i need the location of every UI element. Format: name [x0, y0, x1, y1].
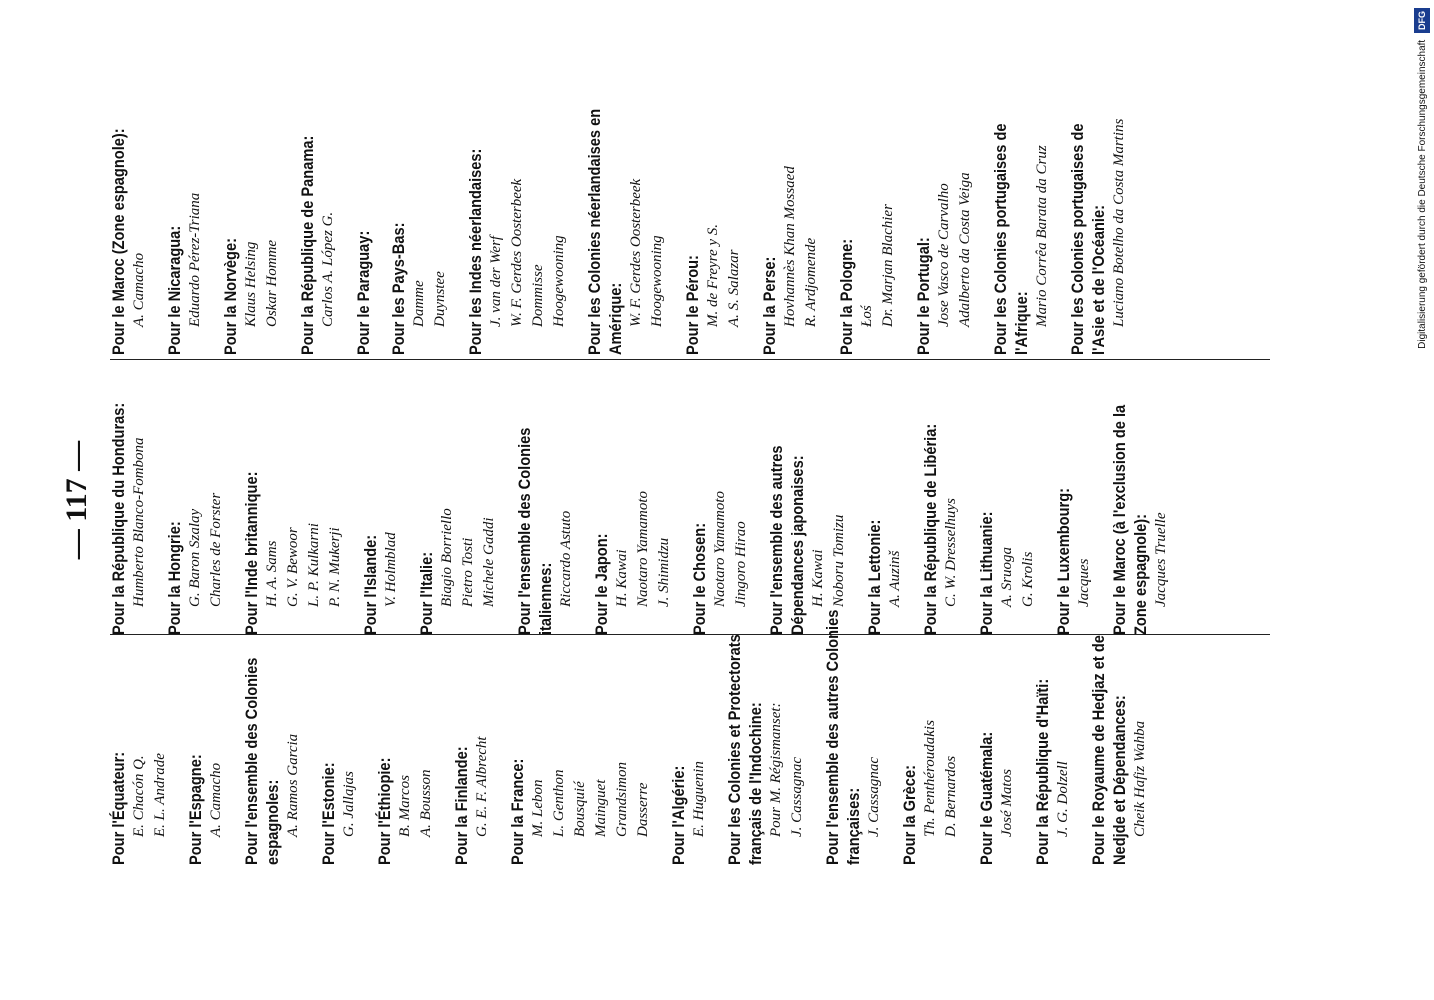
signatory-name: A. Bousson — [418, 769, 434, 837]
signatory-name: J. Cassagnac — [789, 757, 805, 837]
country-heading: Pour la Hongrie: — [165, 521, 184, 635]
dfg-stamp — [1414, 8, 1430, 993]
signatory-block — [108, 365, 150, 635]
signatory-name: G. E. F. Albrecht — [474, 736, 490, 837]
signatory-block — [353, 85, 374, 355]
signatory-block — [682, 85, 745, 355]
signatory-name: Jose Vasco de Carvalho — [936, 183, 952, 327]
signatory-name: P. N. Mukerji — [327, 527, 343, 607]
signatory-name: Klaus Helsing — [243, 241, 259, 327]
signatory-block — [1109, 365, 1172, 635]
signatory-block — [388, 85, 451, 355]
country-heading: Pour la République de Panama: — [298, 135, 317, 355]
country-heading: Pour le Pérou: — [683, 255, 702, 355]
signatory-name: G. Krolis — [1020, 551, 1036, 607]
signatory-name: Naotaro Yamamoto — [635, 490, 651, 607]
signatory-block — [990, 85, 1053, 355]
signatory-name: Riccardo Astuto — [558, 510, 574, 607]
country-heading: Pour les Colonies portugaises de l'Afrique: — [991, 123, 1031, 355]
signatory-name: H. Kawai — [614, 549, 630, 607]
signatory-block — [759, 85, 822, 355]
country-heading: Pour les Colonies néerlandaises en Amérique: — [585, 108, 625, 355]
signatory-name: Th. Penthéroudakis — [922, 720, 938, 837]
signatory-block — [318, 595, 360, 865]
country-heading: Pour la Pologne: — [837, 238, 856, 355]
signatory-column-1 — [108, 595, 1165, 865]
country-heading: Pour le Portugal: — [914, 237, 933, 355]
signatory-name: Carlos A. López G. — [320, 211, 336, 327]
signatory-block — [360, 365, 402, 635]
country-heading: Pour la Perse: — [760, 256, 779, 355]
signatory-block — [416, 365, 500, 635]
signatory-name: A. Ramos Garcia — [285, 733, 301, 837]
signatory-column-3 — [108, 85, 1144, 355]
country-heading: Pour la Norvège: — [221, 237, 240, 355]
country-heading: Pour l'ensemble des Colonies italiennes: — [515, 427, 555, 635]
country-heading: Pour l'Estonie: — [319, 762, 338, 865]
signatory-block — [1032, 595, 1074, 865]
country-heading: Pour le Nicaragua: — [165, 225, 184, 355]
signatory-name: Jingoro Hirao — [733, 521, 749, 607]
signatory-name: Luciano Botelho da Costa Martins — [1111, 118, 1127, 327]
signatory-block — [108, 595, 171, 865]
signatory-name: G. Jallajas — [341, 771, 357, 837]
signatory-name: Damme — [411, 280, 427, 327]
signatory-name: E. Chacón Q. — [131, 755, 147, 837]
signatory-name: Łoś — [859, 305, 875, 327]
signatory-block — [514, 365, 577, 635]
signatory-name: L. Genthon — [551, 769, 567, 837]
signatory-block — [591, 365, 675, 635]
signatory-name: Duynstee — [432, 271, 448, 327]
signatory-name: G. V. Bewoor — [285, 527, 301, 607]
country-heading: Pour l'Islande: — [361, 534, 380, 635]
signatory-block — [1088, 595, 1151, 865]
signatory-name: Mario Corrêa Barata da Cruz — [1034, 145, 1050, 327]
country-heading: Pour l'Éthiopie: — [375, 757, 394, 865]
signatory-block — [108, 85, 150, 355]
signatory-name: Dr. Marjan Blachier — [880, 204, 896, 327]
country-heading: Pour l'ensemble des Colonies espagnoles: — [242, 657, 282, 865]
signatory-name: A. Auzinš — [887, 550, 903, 607]
country-heading: Pour les Pays-Bas: — [389, 222, 408, 355]
signatory-block — [465, 85, 570, 355]
signatory-name: Charles de Forster — [208, 492, 224, 607]
signatory-block — [241, 365, 346, 635]
signatory-block — [451, 595, 493, 865]
column-divider-2 — [110, 359, 1270, 360]
signatory-column-2 — [108, 365, 1186, 635]
country-heading: Pour le Luxembourg: — [1054, 487, 1073, 635]
country-heading: Pour le Maroc (à l'exclusion de la Zone espagnole): — [1110, 404, 1150, 635]
country-heading: Pour le Chosen: — [690, 522, 709, 635]
signatory-block — [822, 595, 885, 865]
signatory-block — [689, 365, 752, 635]
signatory-name: V. Holmblad — [383, 532, 399, 607]
signatory-name: A. Sruoga — [999, 547, 1015, 607]
signatory-block — [164, 85, 206, 355]
signatory-name: Mainguet — [593, 779, 609, 837]
signatory-name: G. Baron Szalay — [187, 508, 203, 607]
country-heading: Pour l'ensemble des autres Dépendances japonaises: — [767, 445, 807, 635]
signatory-name: Grandsimon — [614, 761, 630, 837]
signatory-name: Pietro Tosti — [460, 537, 476, 607]
signatory-block — [724, 595, 808, 865]
signatory-name: Pour M. Régismanset: — [768, 702, 784, 837]
country-heading: Pour l'ensemble des autres Colonies françaises: — [823, 609, 863, 865]
signatory-block — [164, 365, 227, 635]
signatory-block — [913, 85, 976, 355]
signatory-name: Jacques — [1076, 558, 1092, 607]
signatory-name: L. P. Kulkarni — [306, 523, 322, 607]
signatory-name: Cheik Hafiz Wahba — [1132, 720, 1148, 837]
country-heading: Pour le Paraguay: — [354, 230, 373, 355]
signatory-name: J. Cassagnac — [866, 757, 882, 837]
signatory-name: Oskar Homme — [264, 239, 280, 327]
country-heading: Pour l'Algérie: — [669, 765, 688, 865]
signatory-name: Hoogewooning — [649, 235, 665, 327]
signatory-block — [976, 365, 1039, 635]
signatory-block — [185, 595, 227, 865]
signatory-name: Dasserre — [635, 782, 651, 837]
signatory-block — [584, 85, 668, 355]
signatory-name: W. F. Gerdes Oosterbeek — [509, 178, 525, 327]
signatory-name: J. G. Dolzell — [1055, 761, 1071, 837]
signatory-name: H. Kawai — [810, 549, 826, 607]
signatory-block — [899, 595, 962, 865]
country-heading: Pour le Royaume de Hedjaz et de Nedjde et Dépendances: — [1089, 635, 1129, 865]
country-heading: Pour l'Italie: — [417, 551, 436, 635]
signatory-name: Biagio Borriello — [439, 508, 455, 607]
signatory-name: Michele Gaddi — [481, 517, 497, 607]
signatory-name: Hovhannès Khan Mossaed — [782, 166, 798, 327]
country-heading: Pour la République de Libéria: — [921, 423, 940, 635]
signatory-name: R. Ardjomende — [803, 237, 819, 327]
signatory-name: Eduardo Pérez-Triana — [187, 192, 203, 327]
signatory-block — [220, 85, 283, 355]
signatory-block — [507, 595, 654, 865]
signatory-name: B. Marcos — [397, 775, 413, 837]
signatory-name: A. Camacho — [208, 762, 224, 837]
signatory-block — [1067, 85, 1130, 355]
country-heading: Pour la France: — [508, 758, 527, 865]
signatory-name: W. F. Gerdes Oosterbeek — [628, 178, 644, 327]
country-heading: Pour l'Équateur: — [109, 751, 128, 865]
signatory-name: Dommisse — [530, 264, 546, 327]
signatory-name: Adalberto da Costa Veiga — [957, 172, 973, 327]
country-heading: Pour le Guatémala: — [977, 731, 996, 865]
country-heading: Pour les Colonies portugaises de l'Asie et de l'Océanie: — [1068, 123, 1108, 355]
signatory-block — [374, 595, 437, 865]
country-heading: Pour les Colonies et Protectorats français de l'Indochine: — [725, 634, 765, 865]
country-heading: Pour le Japon: — [592, 533, 611, 635]
dfg-logo: DFG — [1414, 8, 1430, 33]
signatory-name: A. S. Salazar — [726, 249, 742, 327]
signatory-block — [241, 595, 304, 865]
signatory-name: Hoogewooning — [551, 235, 567, 327]
signatory-name: J. van der Werf — [488, 235, 504, 327]
signatory-name: E. Huguenin — [691, 761, 707, 837]
signatory-name: José Matos — [999, 769, 1015, 837]
signatory-name: M. de Freyre y S. — [705, 223, 721, 327]
signatory-block — [976, 595, 1018, 865]
signatory-block — [864, 365, 906, 635]
signatory-name: Noboru Tomizu — [831, 514, 847, 607]
signatory-block — [297, 85, 339, 355]
signatory-name: E. L. Andrade — [152, 753, 168, 837]
signatory-name: Humberto Blanco-Fombona — [131, 437, 147, 607]
country-heading: Pour la Lithuanie: — [977, 511, 996, 635]
signatory-name: M. Lebon — [530, 779, 546, 837]
signatory-name: Naotaro Yamamoto — [712, 490, 728, 607]
country-heading: Pour la République du Honduras: — [109, 402, 128, 635]
country-heading: Pour l'Inde britannique: — [242, 471, 261, 635]
signatory-block — [1053, 365, 1095, 635]
signatory-block — [766, 365, 850, 635]
signatory-name: D. Bernardos — [943, 755, 959, 837]
country-heading: Pour l'Espagne: — [186, 754, 205, 865]
country-heading: Pour la Finlande: — [452, 746, 471, 865]
signatory-name: H. A. Sams — [264, 540, 280, 607]
dfg-stamp-text: Digitalisierung gefördert durch die Deutsche Forschungsgemeinschaft — [1417, 39, 1428, 349]
signatory-name: A. Camacho — [131, 252, 147, 327]
country-heading: Pour la République d'Haïti: — [1033, 678, 1052, 865]
signatory-name: Jacques Truelle — [1153, 512, 1169, 607]
signatory-block — [836, 85, 899, 355]
signatory-block — [920, 365, 962, 635]
signatory-name: C. W. Dresselhuys — [943, 498, 959, 607]
country-heading: Pour la Grèce: — [900, 765, 919, 865]
signatory-block — [668, 595, 710, 865]
country-heading: Pour la Lettonie: — [865, 519, 884, 635]
signatory-name: J. Shimidzu — [656, 537, 672, 607]
country-heading: Pour les Indes néerlandaises: — [466, 148, 485, 355]
country-heading: Pour le Maroc (Zone espagnole): — [109, 128, 128, 355]
signatory-name: Bousquié — [572, 781, 588, 837]
page-number: — 117 — — [60, 440, 93, 560]
